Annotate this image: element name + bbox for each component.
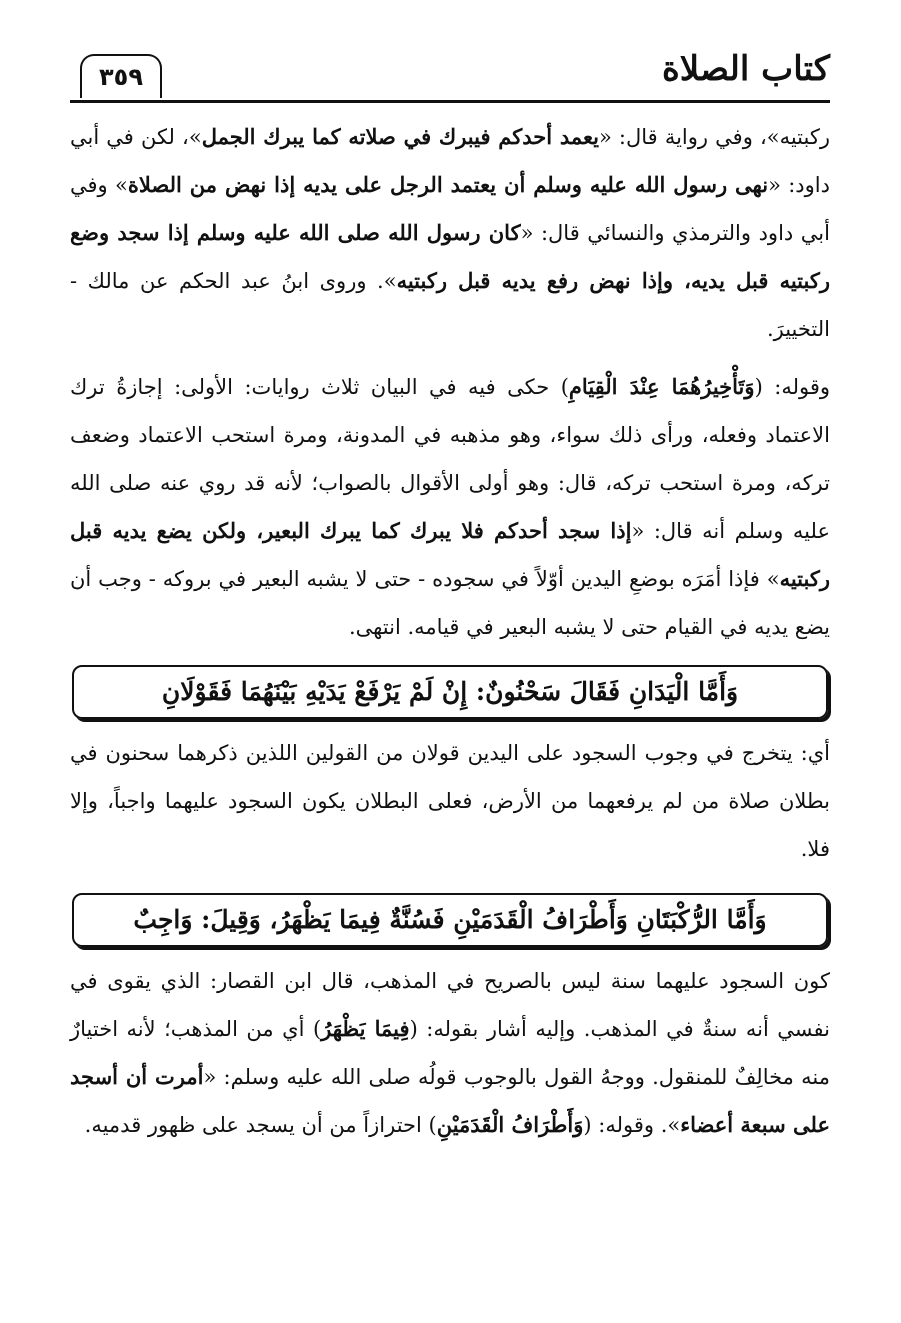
paragraph-4-text-2: ) أي من المذهب؛ لأنه اختيارٌ منه مخالِفٌ للمنقول. ووجهُ القول بالوجوب قولُه صلى الله عليه وسلم: « [70, 1017, 830, 1089]
matn-quote-2: فِيمَا يَظْهَرُ [321, 1016, 410, 1041]
paragraph-4-text-3: ». وقوله: ( [583, 1113, 681, 1137]
paragraph-3-text: أي: يتخرج في وجوب السجود على اليدين قولان من القولين اللذين ذكرهما سحنون في بطلان صلاة من لم يرفعهما من الأرض، فعلى البطلان يكون السجود عليهما واجباً، وإلا فلا. [70, 741, 830, 861]
hadith-quote-3: كان رسول الله صلى الله عليه وسلم إذا سجد وضع ركبتيه قبل يديه، وإذا نهض رفع يديه قبل ركبتيه [70, 220, 830, 293]
paragraph-1-text-4: ». وروى ابنُ عبد الحكم عن مالك - التخييرَ. [70, 269, 830, 341]
matn-banner-knees: وَأَمَّا الرُّكْبَتَانِ وَأَطْرَافُ الْقَدَمَيْنِ فَسُنَّةٌ فِيمَا يَظْهَرُ، وَقِيلَ: وَاجِبٌ [72, 893, 828, 947]
paragraph-1-text-3: » وفي أبي داود والترمذي والنسائي قال: « [70, 173, 830, 245]
paragraph-2-text-1: وقوله: ( [754, 375, 830, 399]
hadith-quote-4: إذا سجد أحدكم فلا يبرك كما يبرك البعير، ولكن يضع يديه قبل ركبتيه [70, 518, 830, 591]
paragraph-1 [70, 113, 830, 353]
page-number: ٣٥٩ [80, 54, 162, 98]
matn-banner-hands: وَأَمَّا الْيَدَانِ فَقَالَ سَحْنُونٌ: إِنْ لَمْ يَرْفَعْ يَدَيْهِ بَيْنَهُمَا فَقَوْلَانِ [72, 665, 828, 719]
paragraph-2-text-2: ) حكى فيه في البيان ثلاث روايات: الأولى: إجازةُ ترك الاعتماد وفعله، ورأى ذلك سواء، وهو مذهبه في المدونة، ومرة استحب الاعتماد وضعف تركه، ومرة استحب تركه، قال: وهو أولى الأقوال بالصواب؛ لأنه قد روي عنه صلى الله عليه وسلم أنه قال: « [70, 375, 830, 543]
hadith-quote-2: نهى رسول الله عليه وسلم أن يعتمد الرجل على يديه إذا نهض من الصلاة [127, 172, 769, 197]
paragraph-2 [70, 363, 830, 651]
paragraph-4-text-1: كون السجود عليهما سنة ليس بالصريح في المذهب، قال ابن القصار: الذي يقوى في نفسي أنه سنةٌ في المذهب. وإليه أشار بقوله: ( [70, 969, 830, 1041]
paragraph-1-text-2: »، لكن في أبي داود: « [70, 125, 830, 197]
paragraph-4 [70, 957, 830, 1149]
paragraph-1-text-1: ركبتيه»، وفي رواية قال: « [598, 125, 830, 149]
paragraph-4-text-4: ) احترازاً من أن يسجد على ظهور قدميه. [84, 1113, 437, 1137]
matn-quote-1: وَتَأْخِيرُهُمَا عِنْدَ الْقِيَامِ [568, 374, 755, 399]
hadith-quote-5: أمرت أن أسجد على سبعة أعضاء [70, 1064, 830, 1137]
hadith-quote-1: يعمد أحدكم فيبرك في صلاته كما يبرك الجمل [201, 124, 599, 149]
paragraph-3 [70, 729, 830, 873]
paragraph-2-text-3: » فإذا أمَرَه بوضعِ اليدين أوّلاً في سجوده - حتى لا يشبه البعير في بروكه - وجب أن يضع يديه في القيام حتى لا يشبه البعير في قيامه. انتهى. [70, 567, 830, 639]
book-page [70, 40, 830, 1290]
book-title: كتاب الصلاة [661, 49, 830, 89]
matn-quote-3: وَأَطْرَافُ الْقَدَمَيْنِ [436, 1112, 584, 1137]
page-header [70, 40, 830, 103]
